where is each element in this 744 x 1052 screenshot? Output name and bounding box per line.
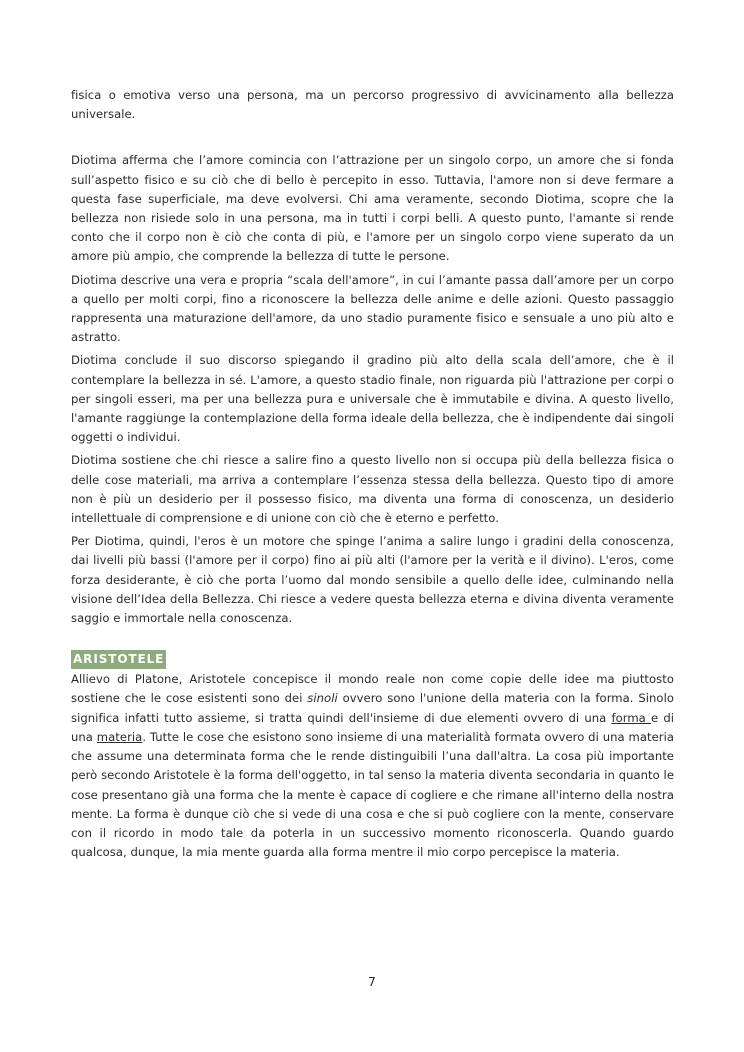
section-heading: ARISTOTELE [71,650,166,669]
document-body [71,86,674,862]
text-segment: Allievo di Platone, Aristotele concepisce il mondo reale non come copie delle idee ma piuttosto sostiene che le cose esistenti sono dei [71,672,674,706]
paragraph: Diotima descrive una vera e propria “scala dell'amore”, in cui l’amante passa dall’amore per un corpo a quello per molti corpi, fino a riconoscere la bellezza delle anime e delle azioni. Questo passaggio rappresenta una maturazione dell'amore, da uno stadio puramente fisico e sensuale a uno più alto e astratto. [71,272,674,345]
text-segment: ovvero sono l'unione della materia con la forma. Sinolo significa infatti tutto assieme, si tratta quindi dell'insieme di due elementi ovvero di una [71,691,674,725]
paragraph: Per Diotima, quindi, l'eros è un motore che spinge l’anima a salire lungo i gradini della conoscenza, dai livelli più bassi (l'amore per il corpo) fino ai più alti (l'amore per la verità e il divino). L'eros, come forza desiderante, è ciò che porta l’uomo dal mondo sensibile a quello delle idee, culminando nella visione dell’Idea della Bellezza. Chi riesce a vedere questa bellezza eterna e divina diventa veramente saggio e immortale nella conoscenza. [71,534,674,626]
underlined-term: forma [611,710,651,725]
italic-term: sinoli [307,691,338,706]
text-segment: e di una [71,710,674,744]
text-segment: . Tutte le cose che esistono sono insieme di una materialità formata ovvero di una materia che assume una determinata forma che le rende distinguibili l’una dall'altra. La cosa più importante però secondo Aristotele è la forma dell'oggetto, in tal senso la materia diventa secondaria in quanto le cose presentano già una forma che la mente è capace di cogliere e che rimane all'interno della nostra mente. La forma è dunque ciò che si vede di una cosa e che si può cogliere con la mente, conservare con il ricordo in modo tale da poterla in un successivo momento riconoscerla. Quando guardo qualcosa, dunque, la mia mente guarda alla forma mentre il mio corpo percepisce la materia. [71,729,674,860]
paragraph: fisica o emotiva verso una persona, ma un percorso progressivo di avvicinamento alla bellezza universale. [71,88,674,122]
page-number: 7 [368,975,376,989]
paragraph-aristotele [71,670,674,862]
paragraph: Diotima sostiene che chi riesce a salire fino a questo livello non si occupa più della bellezza fisica o delle cose materiali, ma arriva a contemplare l’essenza stessa della bellezza. Questo tipo di amore non è più un desiderio per il possesso fisico, ma diventa una forma di conoscenza, un desiderio intellettuale di comprensione e di unione con ciò che è eterno e perfetto. [71,453,674,526]
paragraph: Diotima afferma che l’amore comincia con l’attrazione per un singolo corpo, un amore che si fonda sull’aspetto fisico e su ciò che di bello è percepito in esso. Tuttavia, l'amore non si deve fermare a questa fase superficiale, ma deve evolversi. Chi ama veramente, secondo Diotima, scopre che la bellezza non risiede solo in una persona, ma in tutti i corpi belli. A questo punto, l'amante si rende conto che il corpo non è ciò che conta di più, e l'amore per un singolo corpo viene superato da un amore più ampio, che comprende la bellezza di tutte le persone. [71,153,674,264]
paragraph: Diotima conclude il suo discorso spiegando il gradino più alto della scala dell’amore, che è il contemplare la bellezza in sé. L'amore, a questo stadio finale, non riguarda più l'attrazione per corpi o per singoli esseri, ma per una bellezza pura e universale che è immutabile e divina. A questo livello, l'amante raggiunge la contemplazione della forma ideale della bellezza, che è indipendente dai singoli oggetti o individui. [71,353,674,445]
underlined-term: materia [96,729,143,744]
